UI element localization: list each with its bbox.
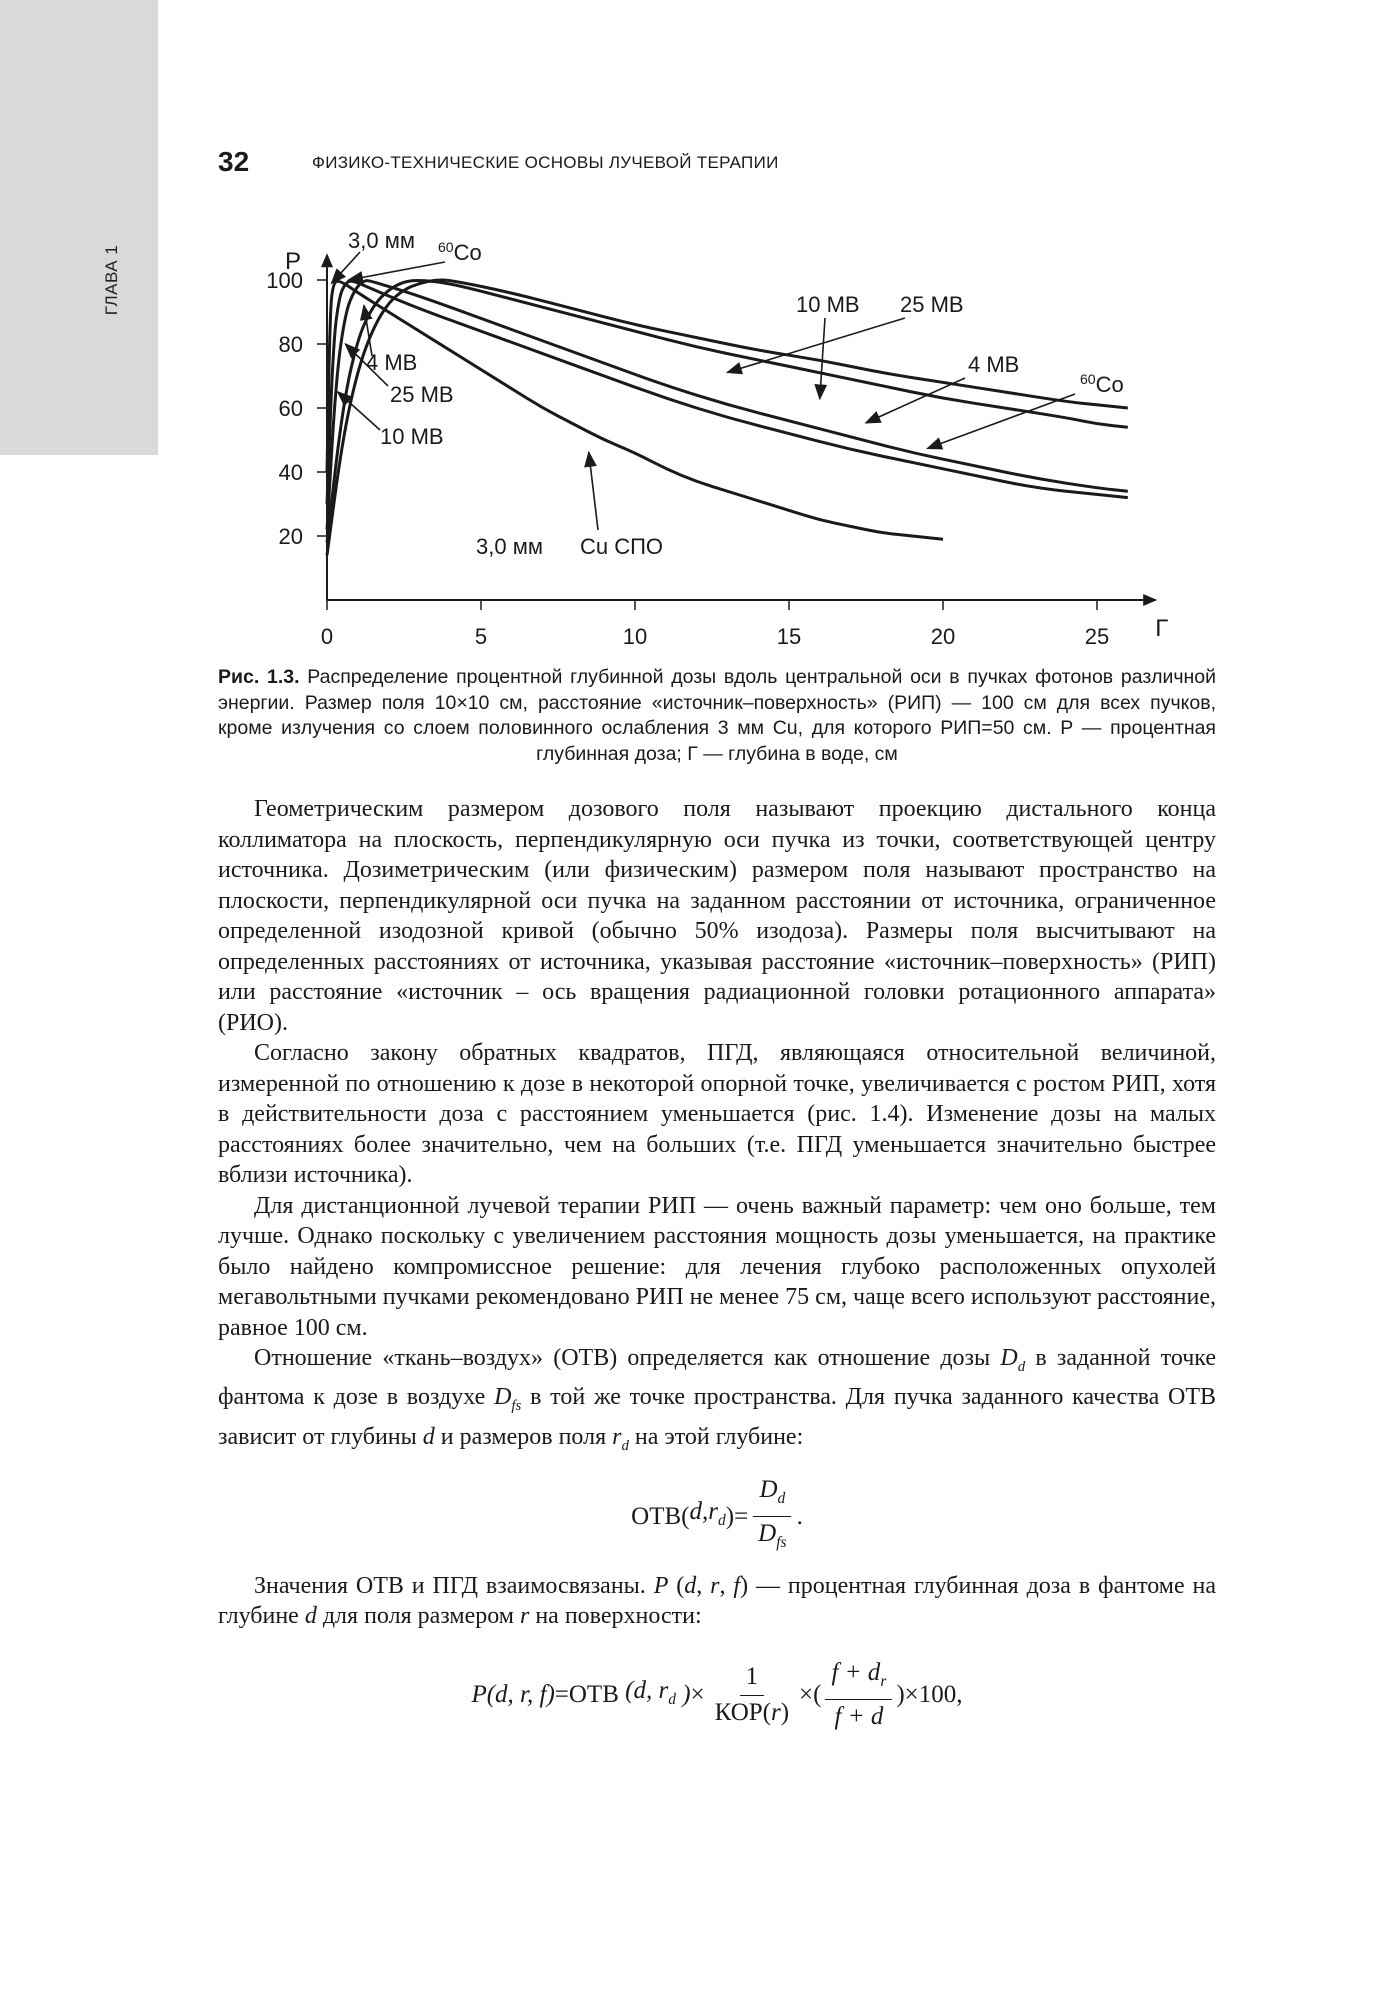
y-axis-arrow <box>321 253 333 267</box>
running-header: ФИЗИКО-ТЕХНИЧЕСКИЕ ОСНОВЫ ЛУЧЕВОЙ ТЕРАПИИ <box>312 153 779 172</box>
depth-dose-chart <box>0 0 1400 660</box>
page-number: 32 <box>218 146 250 177</box>
curve-4 <box>327 281 943 539</box>
formula-otv-fraction: $\frac{D_d}{D_{fs}}$ <box>752 1475 792 1559</box>
label-cu-hvl: Cu СПО <box>580 534 664 559</box>
paragraph-4: Отношение «ткань–воздух» (ОТВ) определяется как отношение дозы $D_d$ в заданной точке фантома к дозе в воздухе $D_{fs}$ в той же точке пространства. Для пучка заданного качества ОТВ зависит от глубины d и размеров поля $r_d$ на этой глубине: <box>218 1345 1217 1454</box>
x-axis-label: Г <box>1155 615 1169 642</box>
arrow-10mv-right <box>820 318 825 399</box>
label-4mv-left: 4 МВ <box>366 350 418 375</box>
chapter-label: ГЛАВА 1 <box>102 244 121 316</box>
arrow-co60-right <box>928 394 1075 448</box>
x-tick-label: 25 <box>1084 624 1110 649</box>
y-tick-label: 100 <box>266 268 303 293</box>
label-25mv-left: 25 МВ <box>390 382 454 407</box>
label-3mm-bottom: 3,0 мм <box>476 534 543 559</box>
paragraph-1: Геометрическим размером дозового поля называют проекцию дистального конца коллиматора на плоскость, перпендикулярную оси пучка из точки, соответствующей центру источника. Дозиметрическим (или физическим) размером поля называют пространство на плоскости, перпендикулярной оси пучка на заданном расстоянии от источника, ограниченное определенной изодозной кривой (обычно 50% изодоза). Размеры поля высчитывают на определенных расстояниях от источника, указывая расстояние «источник–поверхность» (РИП) или расстояние «источник – ось вращения радиационной головки ротационного аппарата» (РИО). <box>218 796 1216 1036</box>
chart-curves <box>327 280 1128 555</box>
x-axis-arrow <box>1143 594 1157 606</box>
formula-otv: ОТВ( $d,r_d$ ) = $\frac{D_d}{D_{fs}}$ . <box>218 1475 1216 1559</box>
y-tick-label: 80 <box>278 332 303 357</box>
caption-text: Распределение процентной глубинной дозы вдоль центральной оси в пучках фотонов различной энергии. Размер поля 10×10 см, расстояние «источник–поверхность» (РИП) — 100 см для всех пучков, кроме излучения со слоем половинного ослабления 3 мм Cu, для которого РИП=50 см. Р — процентная глубинная доза; Г — глубина в воде, см <box>218 666 1217 765</box>
label-co60-right: $^{60}$Co <box>1080 371 1124 397</box>
label-3mm-top: 3,0 мм <box>348 228 415 253</box>
arrow-cu-hvl <box>589 452 598 530</box>
body-text <box>218 794 1216 1745</box>
label-25mv-right: 25 МВ <box>900 292 964 317</box>
x-tick-label: 20 <box>930 624 956 649</box>
label-co60-top: $^{60}$Co <box>438 239 482 265</box>
figure-caption <box>218 665 1216 767</box>
label-4mv-right: 4 МВ <box>968 352 1020 377</box>
y-tick-label: 20 <box>278 524 303 549</box>
y-axis-label: Р <box>285 248 302 276</box>
x-tick-label: 5 <box>474 624 488 649</box>
y-tick-label: 40 <box>278 460 303 485</box>
arrow-co60-top <box>349 262 445 280</box>
paragraph-3: Для дистанционной лучевой терапии РИП — очень важный параметр: чем оно больше, тем лучше. Однако поскольку с увеличением расстояния мощность дозы уменьшается, на практике было найдено компромиссное решение: для лечения глубоко расположенных опухолей мегавольтными пучками рекомендовано РИП не менее 75 см, чаще всего используют расстояние, равное 100 см. <box>218 1192 1216 1341</box>
paragraph-5: Значения ОТВ и ПГД взаимосвязаны. P (d, r, f) — процентная глубинная доза в фантоме на глубине d для поля размером r на поверхности: <box>218 1572 1217 1630</box>
x-tick-label: 0 <box>320 624 334 649</box>
x-tick-label: 15 <box>776 624 802 649</box>
paragraph-2: Согласно закону обратных квадратов, ПГД, являющаяся относительной величиной, измеренной по отношению к дозе в некоторой опорной точке, увеличивается с ростом РИП, хотя в действительности доза с расстоянием уменьшается (рис. 1.4). Изменение дозы на малых расстояниях более значительно, чем на больших (т.е. ПГД уменьшается значительно быстрее вблизи источника). <box>218 1040 1216 1188</box>
label-10mv-left: 10 МВ <box>380 424 444 449</box>
formula-pdd-kor-fraction: $\frac{1}{\text{КОР(r)}}$ <box>714 1663 790 1726</box>
arrow-25mv-right <box>727 318 905 372</box>
formula-pdd-distance-fraction: $\frac{f + d_r}{f + d}$ <box>825 1658 892 1733</box>
y-tick-label: 60 <box>278 396 303 421</box>
label-10mv-right: 10 МВ <box>796 292 860 317</box>
x-tick-label: 10 <box>622 624 648 649</box>
figure-label: Рис. 1.3. <box>218 666 300 688</box>
formula-pdd: P(d, r, f) =ОТВ (d, $r_d$ ) × $\frac{1}{\text{КОР(r)}}$ ×( $\frac{f + d_r}{f + d}$ )×100 , <box>218 1658 1216 1733</box>
